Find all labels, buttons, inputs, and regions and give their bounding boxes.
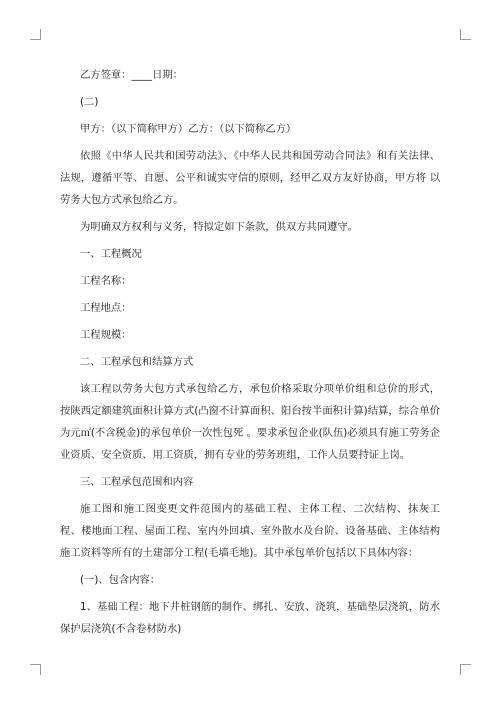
included-items-heading: (一)、包含内容： (80, 574, 161, 586)
corner-mark-bottom-right (460, 664, 471, 675)
legal-basis-paragraph: 依照《中华人民共和国劳动法》、《中华人民共和国劳动合同法》和有关法律、法规，遵循平等、自愿、公平和诚实守信的原则，经甲乙双方友好协商，甲方将 以劳务大包方式承包给乙方。 (60, 150, 440, 206)
project-location-field: 工程地点： (80, 302, 132, 314)
purpose-paragraph: 为明确双方权利与义务，特拟定如下条款，供双方共同遵守。 (80, 221, 359, 233)
settlement-paragraph: 该工程以劳务大包方式承包给乙方，承包价格采取分项单价组和总价的形式，按陕西定额建筑面积计算方式(凸窗不计算面积、阳台按半面积计算)结算，综合单价为元㎡(不含税金)的承包单价一次性包死 。要求承包企业(队伍)必须具有施工劳务企业资质、安全资质、用工资质，拥有专业的劳务班组，工作人员要持证上岗。 (60, 383, 440, 461)
heading-project-overview: 一、工程概况 (80, 248, 142, 260)
signature-line: 乙方签章：____日期： (80, 69, 183, 81)
scope-paragraph: 施工图和施工图变更文件范围内的基础工程、主体工程、二次结构、抹灰工程、楼地面工程、屋面工程、室内外回填、室外散水及台阶、设备基础、主体结构施工资料等所有的土建部分工程(毛墙毛地)。其中承包单价包括以下具体内容： (60, 503, 440, 559)
heading-contract-settlement: 二、工程承包和结算方式 (80, 356, 194, 368)
corner-mark-bottom-left (30, 664, 41, 675)
section-number: (二) (80, 96, 99, 108)
project-scale-field: 工程规模： (80, 329, 132, 341)
corner-mark-top-left (30, 29, 41, 40)
parties-line: 甲方：（以下简称甲方）乙方：（以下简称乙方） (80, 123, 297, 135)
project-name-field: 工程名称： (80, 275, 132, 287)
corner-mark-top-right (460, 29, 471, 40)
document-body (60, 64, 440, 645)
foundation-work-item: 1、基础工程：地下井桩钢筋的制作、绑扎、安放、浇筑，基础垫层浇筑，防水保护层浇筑(不含卷材防水) (60, 601, 440, 635)
heading-scope: 三、工程承包范围和内容 (80, 476, 194, 488)
